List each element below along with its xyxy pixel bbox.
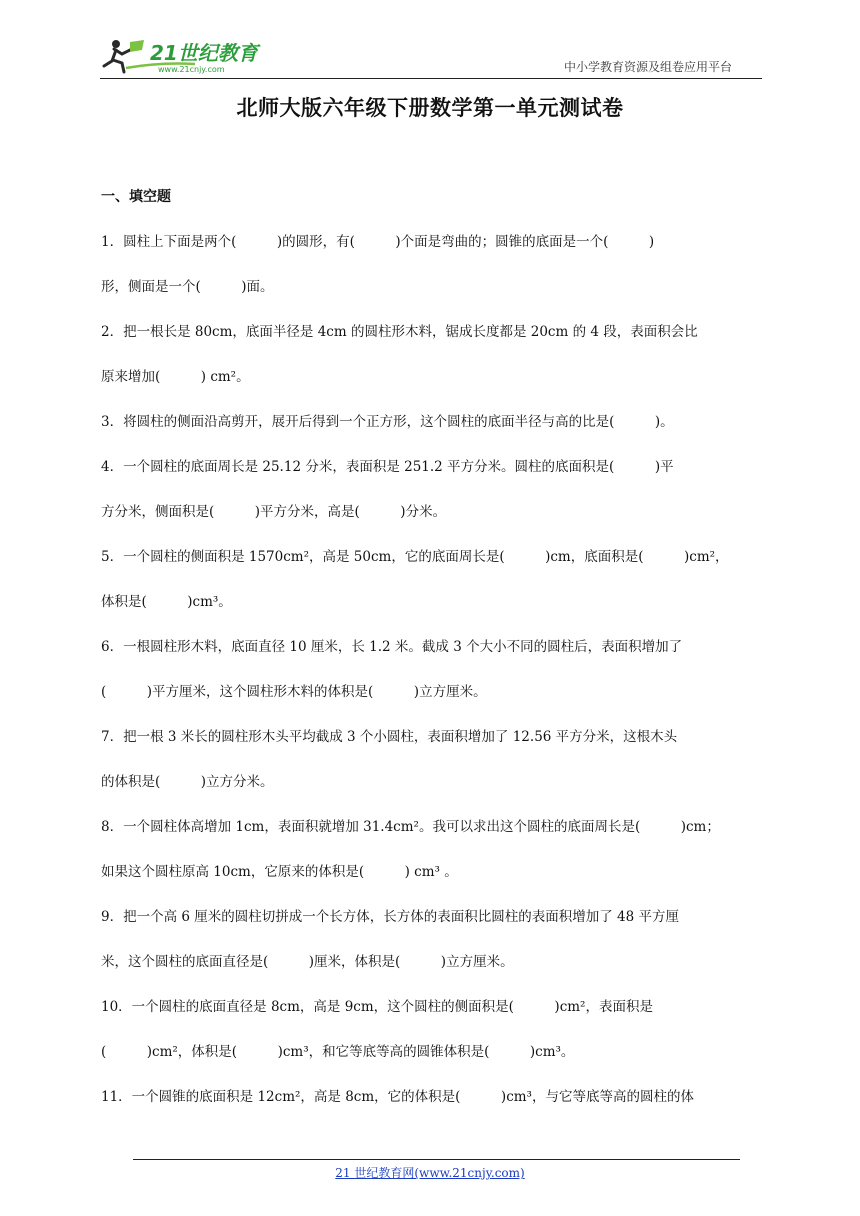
text-line: 11．一个圆锥的底面积是 12cm²，高是 8cm，它的体积是( )cm³，与它等底等高的圆柱的体 [101,1089,694,1105]
text-line: ( )cm²，体积是( )cm³，和它等底等高的圆锥体积是( )cm³。 [101,1044,575,1060]
text-line: 体积是( )cm³。 [101,594,232,610]
text-line: 9．把一个高 6 厘米的圆柱切拼成一个长方体，长方体的表面积比圆柱的表面积增加了 48 平方厘 [101,909,680,925]
text-line: 3．将圆柱的侧面沿高剪开，展开后得到一个正方形，这个圆柱的底面半径与高的比是( )。 [101,414,674,430]
text-line: 10．一个圆柱的底面直径是 8cm，高是 9cm，这个圆柱的侧面积是( )cm²，表面积是 [101,999,653,1015]
page-title: 北师大版六年级下册数学第一单元测试卷 [236,96,624,120]
text-line: 形，侧面是一个( )面。 [101,279,274,295]
text-line: 7．把一根 3 米长的圆柱形木头平均截成 3 个小圆柱，表面积增加了 12.56 平方分米，这根木头 [101,729,678,745]
logo-text: 21世纪教育 [150,41,258,65]
text-line: 8．一个圆柱体高增加 1cm，表面积就增加 31.4cm²。我可以求出这个圆柱的底面周长是( )cm； [101,819,720,835]
section-heading: 一、填空题 [101,189,171,205]
platform-name: 中小学教育资源及组卷应用平台 [563,60,732,74]
footer-link[interactable]: 21 世纪教育网(www.21cnjy.com) [335,1166,525,1180]
text-line: 米，这个圆柱的底面直径是( )厘米，体积是( )立方厘米。 [101,954,514,970]
text-line: 4．一个圆柱的底面周长是 25.12 分米，表面积是 251.2 平方分米。圆柱的底面积是( )平 [101,459,674,475]
text-line: 6．一根圆柱形木料，底面直径 10 厘米，长 1.2 米。截成 3 个大小不同的圆柱后，表面积增加了 [101,639,683,655]
text-line: 2．把一根长是 80cm，底面半径是 4cm 的圆柱形木料，锯成长度都是 20cm 的 4 段，表面积会比 [101,324,698,340]
text-line: 原来增加( ) cm²。 [101,369,250,385]
logo-subtext: www.21cnjy.com [158,65,225,74]
page-header [100,36,762,79]
text-line: 1．圆柱上下面是两个( )的圆形，有( )个面是弯曲的；圆锥的底面是一个( ) [101,234,655,250]
text-line: 如果这个圆柱原高 10cm，它原来的体积是( ) cm³ 。 [101,864,458,880]
logo [100,36,270,76]
text-line: 方分米，侧面积是( )平方分米，高是( )分米。 [101,504,447,520]
footer-divider [133,1159,740,1160]
text-line: ( )平方厘米，这个圆柱形木料的体积是( )立方厘米。 [101,684,487,700]
text-line: 5．一个圆柱的侧面积是 1570cm²，高是 50cm，它的底面周长是( )cm，底面积是( )cm²， [101,549,729,565]
text-line: 的体积是( )立方分米。 [101,774,274,790]
logo-graphic [100,36,270,76]
